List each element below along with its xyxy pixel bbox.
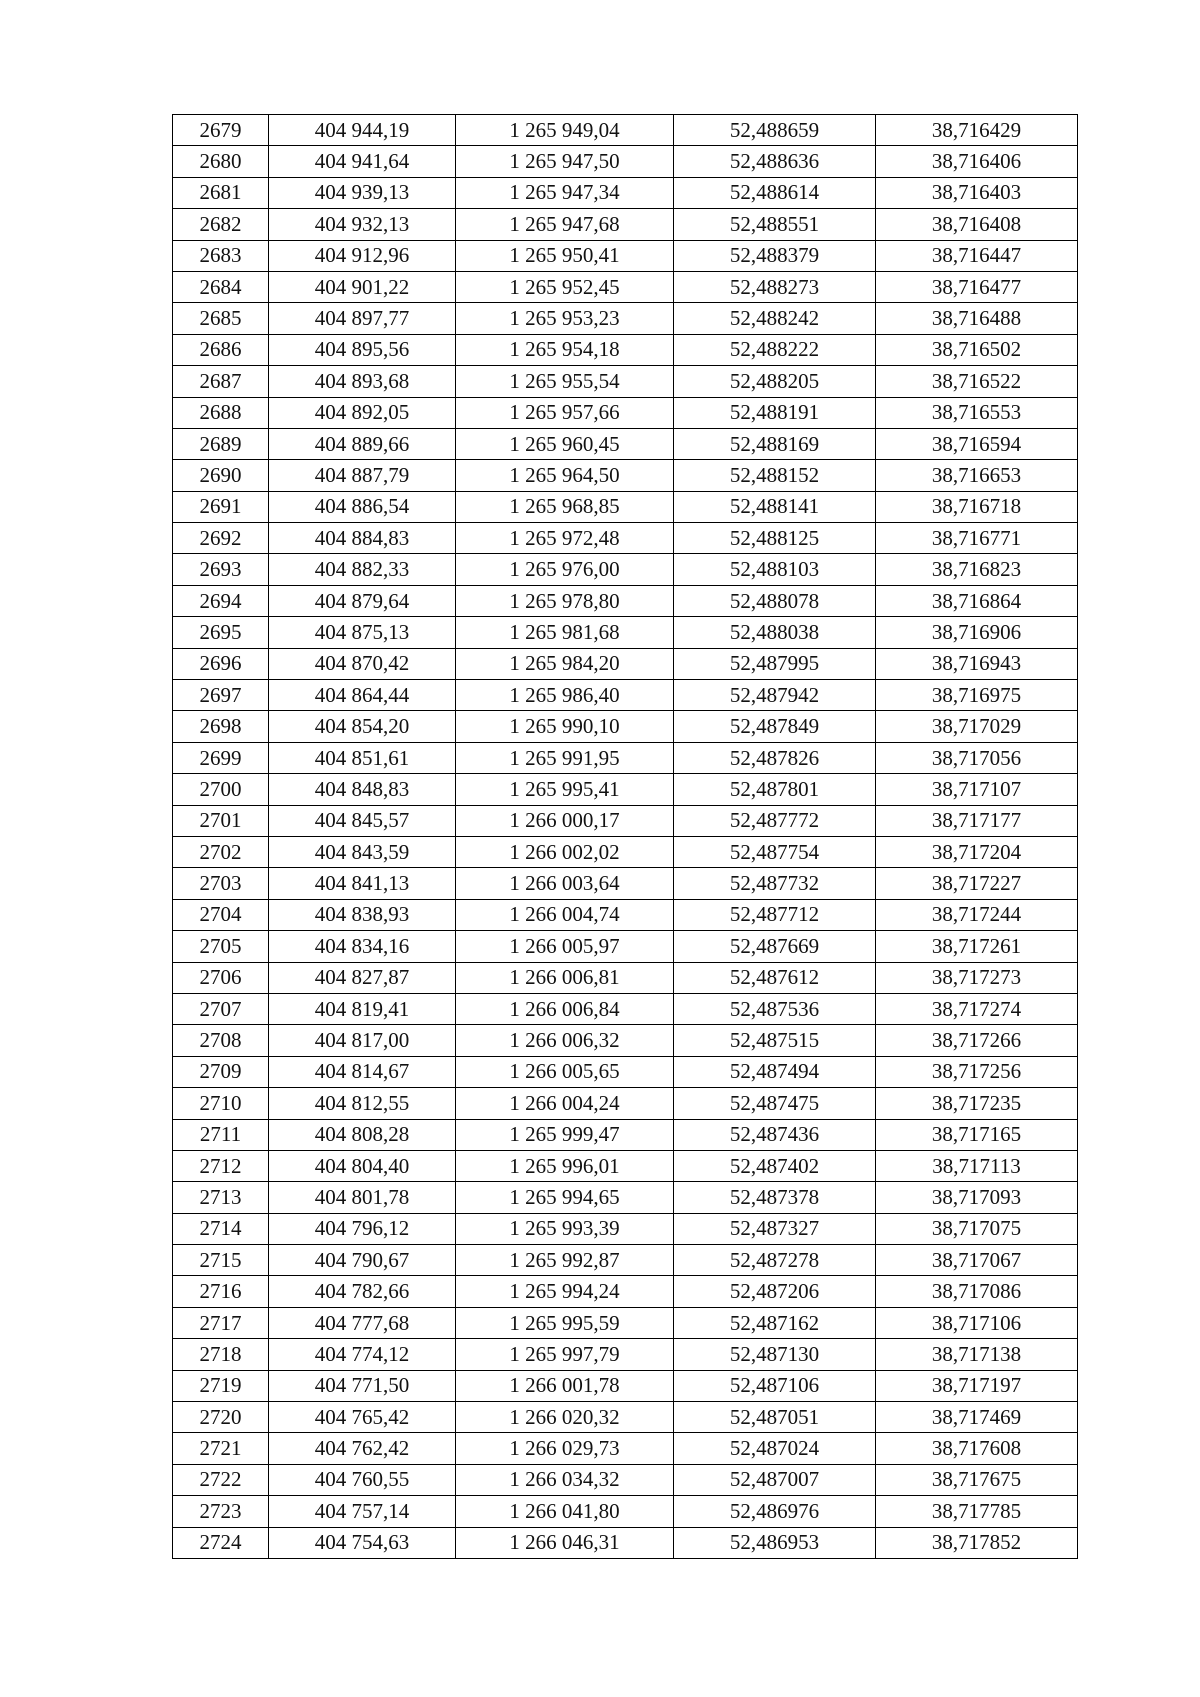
latitude-cell: 52,487754 — [674, 836, 876, 867]
y-coordinate-cell: 1 265 955,54 — [456, 366, 674, 397]
x-coordinate-cell: 404 834,16 — [269, 931, 456, 962]
longitude-cell: 38,717067 — [876, 1245, 1078, 1276]
y-coordinate-cell: 1 265 995,41 — [456, 774, 674, 805]
point-number-cell: 2695 — [173, 617, 269, 648]
x-coordinate-cell: 404 854,20 — [269, 711, 456, 742]
latitude-cell: 52,487826 — [674, 742, 876, 773]
point-number-cell: 2708 — [173, 1025, 269, 1056]
longitude-cell: 38,716823 — [876, 554, 1078, 585]
y-coordinate-cell: 1 265 954,18 — [456, 334, 674, 365]
latitude-cell: 52,486953 — [674, 1527, 876, 1558]
y-coordinate-cell: 1 265 994,65 — [456, 1182, 674, 1213]
coordinates-table — [172, 114, 1078, 1559]
longitude-cell: 38,717075 — [876, 1213, 1078, 1244]
y-coordinate-cell: 1 265 957,66 — [456, 397, 674, 428]
longitude-cell: 38,717852 — [876, 1527, 1078, 1558]
x-coordinate-cell: 404 819,41 — [269, 993, 456, 1024]
point-number-cell: 2702 — [173, 836, 269, 867]
longitude-cell: 38,717086 — [876, 1276, 1078, 1307]
x-coordinate-cell: 404 782,66 — [269, 1276, 456, 1307]
longitude-cell: 38,716502 — [876, 334, 1078, 365]
point-number-cell: 2681 — [173, 177, 269, 208]
longitude-cell: 38,717256 — [876, 1056, 1078, 1087]
point-number-cell: 2694 — [173, 585, 269, 616]
coordinates-table-body — [173, 115, 1078, 1559]
table-row — [173, 366, 1078, 397]
latitude-cell: 52,488636 — [674, 146, 876, 177]
y-coordinate-cell: 1 266 046,31 — [456, 1527, 674, 1558]
latitude-cell: 52,487206 — [674, 1276, 876, 1307]
latitude-cell: 52,487732 — [674, 868, 876, 899]
longitude-cell: 38,717113 — [876, 1150, 1078, 1181]
point-number-cell: 2691 — [173, 491, 269, 522]
latitude-cell: 52,487278 — [674, 1245, 876, 1276]
y-coordinate-cell: 1 266 004,74 — [456, 899, 674, 930]
table-row — [173, 585, 1078, 616]
x-coordinate-cell: 404 932,13 — [269, 209, 456, 240]
table-row — [173, 648, 1078, 679]
longitude-cell: 38,717093 — [876, 1182, 1078, 1213]
point-number-cell: 2698 — [173, 711, 269, 742]
longitude-cell: 38,717056 — [876, 742, 1078, 773]
longitude-cell: 38,716408 — [876, 209, 1078, 240]
table-row — [173, 523, 1078, 554]
table-row — [173, 836, 1078, 867]
table-row — [173, 1056, 1078, 1087]
table-row — [173, 1370, 1078, 1401]
latitude-cell: 52,486976 — [674, 1496, 876, 1527]
x-coordinate-cell: 404 895,56 — [269, 334, 456, 365]
point-number-cell: 2720 — [173, 1402, 269, 1433]
latitude-cell: 52,487024 — [674, 1433, 876, 1464]
y-coordinate-cell: 1 266 005,65 — [456, 1056, 674, 1087]
y-coordinate-cell: 1 266 029,73 — [456, 1433, 674, 1464]
latitude-cell: 52,487327 — [674, 1213, 876, 1244]
y-coordinate-cell: 1 265 996,01 — [456, 1150, 674, 1181]
longitude-cell: 38,717608 — [876, 1433, 1078, 1464]
longitude-cell: 38,716553 — [876, 397, 1078, 428]
table-row — [173, 1245, 1078, 1276]
latitude-cell: 52,487995 — [674, 648, 876, 679]
y-coordinate-cell: 1 266 034,32 — [456, 1464, 674, 1495]
latitude-cell: 52,487475 — [674, 1088, 876, 1119]
point-number-cell: 2712 — [173, 1150, 269, 1181]
x-coordinate-cell: 404 765,42 — [269, 1402, 456, 1433]
y-coordinate-cell: 1 266 000,17 — [456, 805, 674, 836]
latitude-cell: 52,488551 — [674, 209, 876, 240]
y-coordinate-cell: 1 265 984,20 — [456, 648, 674, 679]
y-coordinate-cell: 1 265 990,10 — [456, 711, 674, 742]
latitude-cell: 52,487536 — [674, 993, 876, 1024]
point-number-cell: 2693 — [173, 554, 269, 585]
y-coordinate-cell: 1 266 005,97 — [456, 931, 674, 962]
point-number-cell: 2724 — [173, 1527, 269, 1558]
table-row — [173, 962, 1078, 993]
point-number-cell: 2721 — [173, 1433, 269, 1464]
latitude-cell: 52,487402 — [674, 1150, 876, 1181]
point-number-cell: 2685 — [173, 303, 269, 334]
table-row — [173, 1402, 1078, 1433]
table-row — [173, 554, 1078, 585]
latitude-cell: 52,488103 — [674, 554, 876, 585]
table-row — [173, 805, 1078, 836]
table-row — [173, 146, 1078, 177]
point-number-cell: 2717 — [173, 1307, 269, 1338]
x-coordinate-cell: 404 893,68 — [269, 366, 456, 397]
x-coordinate-cell: 404 851,61 — [269, 742, 456, 773]
table-row — [173, 491, 1078, 522]
table-row — [173, 1307, 1078, 1338]
x-coordinate-cell: 404 897,77 — [269, 303, 456, 334]
x-coordinate-cell: 404 944,19 — [269, 115, 456, 146]
point-number-cell: 2711 — [173, 1119, 269, 1150]
y-coordinate-cell: 1 266 006,84 — [456, 993, 674, 1024]
point-number-cell: 2682 — [173, 209, 269, 240]
longitude-cell: 38,716477 — [876, 271, 1078, 302]
y-coordinate-cell: 1 265 972,48 — [456, 523, 674, 554]
x-coordinate-cell: 404 939,13 — [269, 177, 456, 208]
longitude-cell: 38,717244 — [876, 899, 1078, 930]
table-row — [173, 115, 1078, 146]
longitude-cell: 38,716406 — [876, 146, 1078, 177]
latitude-cell: 52,487712 — [674, 899, 876, 930]
x-coordinate-cell: 404 804,40 — [269, 1150, 456, 1181]
point-number-cell: 2723 — [173, 1496, 269, 1527]
x-coordinate-cell: 404 882,33 — [269, 554, 456, 585]
y-coordinate-cell: 1 265 992,87 — [456, 1245, 674, 1276]
table-row — [173, 931, 1078, 962]
table-row — [173, 397, 1078, 428]
point-number-cell: 2703 — [173, 868, 269, 899]
table-row — [173, 460, 1078, 491]
latitude-cell: 52,488078 — [674, 585, 876, 616]
y-coordinate-cell: 1 265 968,85 — [456, 491, 674, 522]
x-coordinate-cell: 404 771,50 — [269, 1370, 456, 1401]
point-number-cell: 2696 — [173, 648, 269, 679]
table-row — [173, 177, 1078, 208]
point-number-cell: 2683 — [173, 240, 269, 271]
latitude-cell: 52,488614 — [674, 177, 876, 208]
table-row — [173, 868, 1078, 899]
latitude-cell: 52,487106 — [674, 1370, 876, 1401]
longitude-cell: 38,717204 — [876, 836, 1078, 867]
longitude-cell: 38,717106 — [876, 1307, 1078, 1338]
x-coordinate-cell: 404 864,44 — [269, 680, 456, 711]
longitude-cell: 38,717273 — [876, 962, 1078, 993]
latitude-cell: 52,488659 — [674, 115, 876, 146]
longitude-cell: 38,717469 — [876, 1402, 1078, 1433]
y-coordinate-cell: 1 266 006,81 — [456, 962, 674, 993]
latitude-cell: 52,487772 — [674, 805, 876, 836]
x-coordinate-cell: 404 754,63 — [269, 1527, 456, 1558]
x-coordinate-cell: 404 941,64 — [269, 146, 456, 177]
latitude-cell: 52,488222 — [674, 334, 876, 365]
y-coordinate-cell: 1 265 964,50 — [456, 460, 674, 491]
latitude-cell: 52,488242 — [674, 303, 876, 334]
point-number-cell: 2690 — [173, 460, 269, 491]
y-coordinate-cell: 1 265 976,00 — [456, 554, 674, 585]
longitude-cell: 38,717107 — [876, 774, 1078, 805]
x-coordinate-cell: 404 774,12 — [269, 1339, 456, 1370]
table-row — [173, 1088, 1078, 1119]
point-number-cell: 2692 — [173, 523, 269, 554]
point-number-cell: 2715 — [173, 1245, 269, 1276]
point-number-cell: 2716 — [173, 1276, 269, 1307]
y-coordinate-cell: 1 266 003,64 — [456, 868, 674, 899]
x-coordinate-cell: 404 777,68 — [269, 1307, 456, 1338]
y-coordinate-cell: 1 265 950,41 — [456, 240, 674, 271]
point-number-cell: 2688 — [173, 397, 269, 428]
x-coordinate-cell: 404 790,67 — [269, 1245, 456, 1276]
latitude-cell: 52,488273 — [674, 271, 876, 302]
y-coordinate-cell: 1 266 041,80 — [456, 1496, 674, 1527]
longitude-cell: 38,716718 — [876, 491, 1078, 522]
latitude-cell: 52,487007 — [674, 1464, 876, 1495]
y-coordinate-cell: 1 266 004,24 — [456, 1088, 674, 1119]
x-coordinate-cell: 404 889,66 — [269, 428, 456, 459]
table-row — [173, 1496, 1078, 1527]
latitude-cell: 52,487515 — [674, 1025, 876, 1056]
table-row — [173, 428, 1078, 459]
point-number-cell: 2722 — [173, 1464, 269, 1495]
y-coordinate-cell: 1 266 006,32 — [456, 1025, 674, 1056]
x-coordinate-cell: 404 875,13 — [269, 617, 456, 648]
longitude-cell: 38,717261 — [876, 931, 1078, 962]
latitude-cell: 52,488152 — [674, 460, 876, 491]
point-number-cell: 2680 — [173, 146, 269, 177]
latitude-cell: 52,488379 — [674, 240, 876, 271]
x-coordinate-cell: 404 796,12 — [269, 1213, 456, 1244]
x-coordinate-cell: 404 827,87 — [269, 962, 456, 993]
longitude-cell: 38,716943 — [876, 648, 1078, 679]
longitude-cell: 38,716906 — [876, 617, 1078, 648]
table-row — [173, 1213, 1078, 1244]
table-row — [173, 1119, 1078, 1150]
x-coordinate-cell: 404 901,22 — [269, 271, 456, 302]
x-coordinate-cell: 404 838,93 — [269, 899, 456, 930]
y-coordinate-cell: 1 265 986,40 — [456, 680, 674, 711]
point-number-cell: 2710 — [173, 1088, 269, 1119]
y-coordinate-cell: 1 265 947,34 — [456, 177, 674, 208]
point-number-cell: 2706 — [173, 962, 269, 993]
x-coordinate-cell: 404 870,42 — [269, 648, 456, 679]
longitude-cell: 38,716522 — [876, 366, 1078, 397]
latitude-cell: 52,488191 — [674, 397, 876, 428]
x-coordinate-cell: 404 892,05 — [269, 397, 456, 428]
x-coordinate-cell: 404 845,57 — [269, 805, 456, 836]
longitude-cell: 38,717235 — [876, 1088, 1078, 1119]
point-number-cell: 2719 — [173, 1370, 269, 1401]
point-number-cell: 2700 — [173, 774, 269, 805]
point-number-cell: 2709 — [173, 1056, 269, 1087]
latitude-cell: 52,488125 — [674, 523, 876, 554]
latitude-cell: 52,488038 — [674, 617, 876, 648]
longitude-cell: 38,717177 — [876, 805, 1078, 836]
table-row — [173, 271, 1078, 302]
table-row — [173, 993, 1078, 1024]
latitude-cell: 52,488141 — [674, 491, 876, 522]
y-coordinate-cell: 1 265 960,45 — [456, 428, 674, 459]
longitude-cell: 38,716771 — [876, 523, 1078, 554]
x-coordinate-cell: 404 912,96 — [269, 240, 456, 271]
point-number-cell: 2714 — [173, 1213, 269, 1244]
longitude-cell: 38,716975 — [876, 680, 1078, 711]
y-coordinate-cell: 1 265 953,23 — [456, 303, 674, 334]
y-coordinate-cell: 1 265 952,45 — [456, 271, 674, 302]
point-number-cell: 2718 — [173, 1339, 269, 1370]
table-row — [173, 1150, 1078, 1181]
table-row — [173, 240, 1078, 271]
latitude-cell: 52,487494 — [674, 1056, 876, 1087]
table-row — [173, 1025, 1078, 1056]
y-coordinate-cell: 1 265 993,39 — [456, 1213, 674, 1244]
longitude-cell: 38,716653 — [876, 460, 1078, 491]
longitude-cell: 38,716447 — [876, 240, 1078, 271]
latitude-cell: 52,487849 — [674, 711, 876, 742]
x-coordinate-cell: 404 884,83 — [269, 523, 456, 554]
latitude-cell: 52,487051 — [674, 1402, 876, 1433]
point-number-cell: 2684 — [173, 271, 269, 302]
x-coordinate-cell: 404 757,14 — [269, 1496, 456, 1527]
longitude-cell: 38,716864 — [876, 585, 1078, 616]
y-coordinate-cell: 1 265 978,80 — [456, 585, 674, 616]
table-row — [173, 899, 1078, 930]
point-number-cell: 2705 — [173, 931, 269, 962]
point-number-cell: 2701 — [173, 805, 269, 836]
y-coordinate-cell: 1 265 947,50 — [456, 146, 674, 177]
longitude-cell: 38,717274 — [876, 993, 1078, 1024]
table-row — [173, 209, 1078, 240]
longitude-cell: 38,717785 — [876, 1496, 1078, 1527]
table-row — [173, 303, 1078, 334]
longitude-cell: 38,717029 — [876, 711, 1078, 742]
y-coordinate-cell: 1 265 995,59 — [456, 1307, 674, 1338]
table-row — [173, 1527, 1078, 1558]
table-row — [173, 617, 1078, 648]
longitude-cell: 38,717138 — [876, 1339, 1078, 1370]
table-row — [173, 334, 1078, 365]
latitude-cell: 52,487612 — [674, 962, 876, 993]
table-row — [173, 1182, 1078, 1213]
point-number-cell: 2679 — [173, 115, 269, 146]
y-coordinate-cell: 1 266 020,32 — [456, 1402, 674, 1433]
x-coordinate-cell: 404 808,28 — [269, 1119, 456, 1150]
y-coordinate-cell: 1 265 981,68 — [456, 617, 674, 648]
longitude-cell: 38,717165 — [876, 1119, 1078, 1150]
latitude-cell: 52,487378 — [674, 1182, 876, 1213]
x-coordinate-cell: 404 812,55 — [269, 1088, 456, 1119]
x-coordinate-cell: 404 879,64 — [269, 585, 456, 616]
x-coordinate-cell: 404 887,79 — [269, 460, 456, 491]
x-coordinate-cell: 404 760,55 — [269, 1464, 456, 1495]
point-number-cell: 2699 — [173, 742, 269, 773]
y-coordinate-cell: 1 265 949,04 — [456, 115, 674, 146]
latitude-cell: 52,487669 — [674, 931, 876, 962]
point-number-cell: 2713 — [173, 1182, 269, 1213]
y-coordinate-cell: 1 265 947,68 — [456, 209, 674, 240]
x-coordinate-cell: 404 841,13 — [269, 868, 456, 899]
table-row — [173, 1464, 1078, 1495]
longitude-cell: 38,716594 — [876, 428, 1078, 459]
point-number-cell: 2707 — [173, 993, 269, 1024]
x-coordinate-cell: 404 848,83 — [269, 774, 456, 805]
point-number-cell: 2704 — [173, 899, 269, 930]
table-row — [173, 774, 1078, 805]
y-coordinate-cell: 1 266 002,02 — [456, 836, 674, 867]
x-coordinate-cell: 404 843,59 — [269, 836, 456, 867]
table-row — [173, 680, 1078, 711]
x-coordinate-cell: 404 817,00 — [269, 1025, 456, 1056]
y-coordinate-cell: 1 265 997,79 — [456, 1339, 674, 1370]
table-row — [173, 1433, 1078, 1464]
longitude-cell: 38,717266 — [876, 1025, 1078, 1056]
table-row — [173, 1339, 1078, 1370]
y-coordinate-cell: 1 265 994,24 — [456, 1276, 674, 1307]
x-coordinate-cell: 404 814,67 — [269, 1056, 456, 1087]
latitude-cell: 52,487436 — [674, 1119, 876, 1150]
y-coordinate-cell: 1 265 991,95 — [456, 742, 674, 773]
longitude-cell: 38,716403 — [876, 177, 1078, 208]
longitude-cell: 38,717227 — [876, 868, 1078, 899]
table-row — [173, 1276, 1078, 1307]
point-number-cell: 2687 — [173, 366, 269, 397]
point-number-cell: 2686 — [173, 334, 269, 365]
y-coordinate-cell: 1 265 999,47 — [456, 1119, 674, 1150]
x-coordinate-cell: 404 886,54 — [269, 491, 456, 522]
longitude-cell: 38,716488 — [876, 303, 1078, 334]
table-row — [173, 742, 1078, 773]
y-coordinate-cell: 1 266 001,78 — [456, 1370, 674, 1401]
x-coordinate-cell: 404 801,78 — [269, 1182, 456, 1213]
latitude-cell: 52,488169 — [674, 428, 876, 459]
longitude-cell: 38,716429 — [876, 115, 1078, 146]
latitude-cell: 52,487942 — [674, 680, 876, 711]
latitude-cell: 52,488205 — [674, 366, 876, 397]
latitude-cell: 52,487162 — [674, 1307, 876, 1338]
table-row — [173, 711, 1078, 742]
longitude-cell: 38,717675 — [876, 1464, 1078, 1495]
point-number-cell: 2689 — [173, 428, 269, 459]
longitude-cell: 38,717197 — [876, 1370, 1078, 1401]
x-coordinate-cell: 404 762,42 — [269, 1433, 456, 1464]
latitude-cell: 52,487801 — [674, 774, 876, 805]
latitude-cell: 52,487130 — [674, 1339, 876, 1370]
point-number-cell: 2697 — [173, 680, 269, 711]
